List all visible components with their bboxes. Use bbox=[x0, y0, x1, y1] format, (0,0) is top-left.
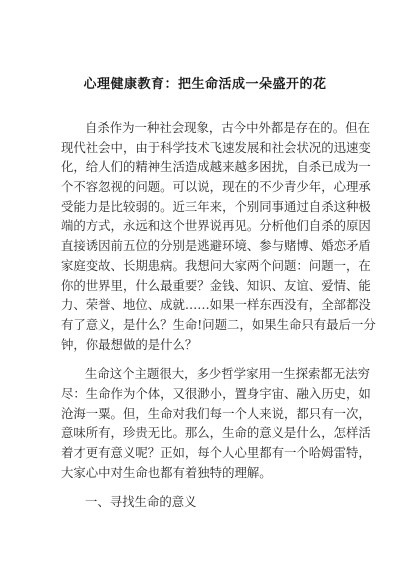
paragraph-line: 大家心中对生命也都有着独特的理解。 bbox=[61, 464, 272, 480]
paragraph-gap bbox=[61, 482, 353, 492]
paragraph-line: 尽：生命作为个体，又很渺小，置身宇宙、融入历史，如 bbox=[61, 385, 371, 401]
paragraph-line: 沧海一粟。但，生命对我们每一个人来说，都只有一次， bbox=[61, 405, 371, 421]
paragraph-2 bbox=[61, 364, 371, 482]
paragraph-line: 直接诱因前五位的分别是逃避环境、参与赌博、婚恋矛盾 bbox=[61, 238, 371, 254]
paragraph-line: 现代社会中，由于科学技术飞速发展和社会状况的迅速变 bbox=[61, 139, 371, 155]
paragraph-line: 你的世界里，什么最重要？金钱、知识、友谊、爱情、能 bbox=[61, 277, 371, 293]
paragraph-line: 着才更有意义呢？正如，每个人心里都有一个哈姆雷特， bbox=[61, 445, 371, 460]
paragraph-line: 受能力是比较弱的。近三年来，个别同事通过自杀这种极 bbox=[61, 198, 371, 214]
paragraph-line: 端的方式，永远和这个世界说再见。分析他们自杀的原因 bbox=[61, 218, 371, 234]
paragraph-line: 自杀作为一种社会现象，古今中外都是存在的。但在 bbox=[85, 120, 370, 135]
paragraph-line: 钟，你最想做的是什么？ bbox=[61, 336, 198, 352]
paragraph-line: 个不容忽视的问题。可以说，现在的不少青少年，心理承 bbox=[61, 179, 371, 195]
document-body bbox=[61, 118, 376, 512]
paragraph-line: 有了意义，是什么？生命!问题二，如果生命只有最后一分 bbox=[61, 316, 376, 332]
paragraph-gap bbox=[61, 354, 353, 364]
paragraph-line: 家庭变故、长期患病。我想问大家两个问题：问题一，在 bbox=[61, 257, 371, 273]
document-title: 心理健康教育：把生命活成一朵盛开的花 bbox=[83, 77, 327, 92]
section-heading: 一、寻找生命的意义 bbox=[85, 494, 197, 510]
paragraph-line: 力、荣誉、地位、成就……如果一样东西没有，全部都没 bbox=[61, 297, 371, 313]
paragraph-line: 意味所有，珍贵无比。那么，生命的意义是什么，怎样活 bbox=[61, 425, 371, 441]
paragraph-line: 化，给人们的精神生活造成越来越多困扰，自杀已成为一 bbox=[61, 159, 371, 175]
paragraph-1 bbox=[61, 118, 376, 354]
paragraph-line: 生命这个主题很大，多少哲学家用一生探索都无法穷 bbox=[85, 366, 370, 382]
